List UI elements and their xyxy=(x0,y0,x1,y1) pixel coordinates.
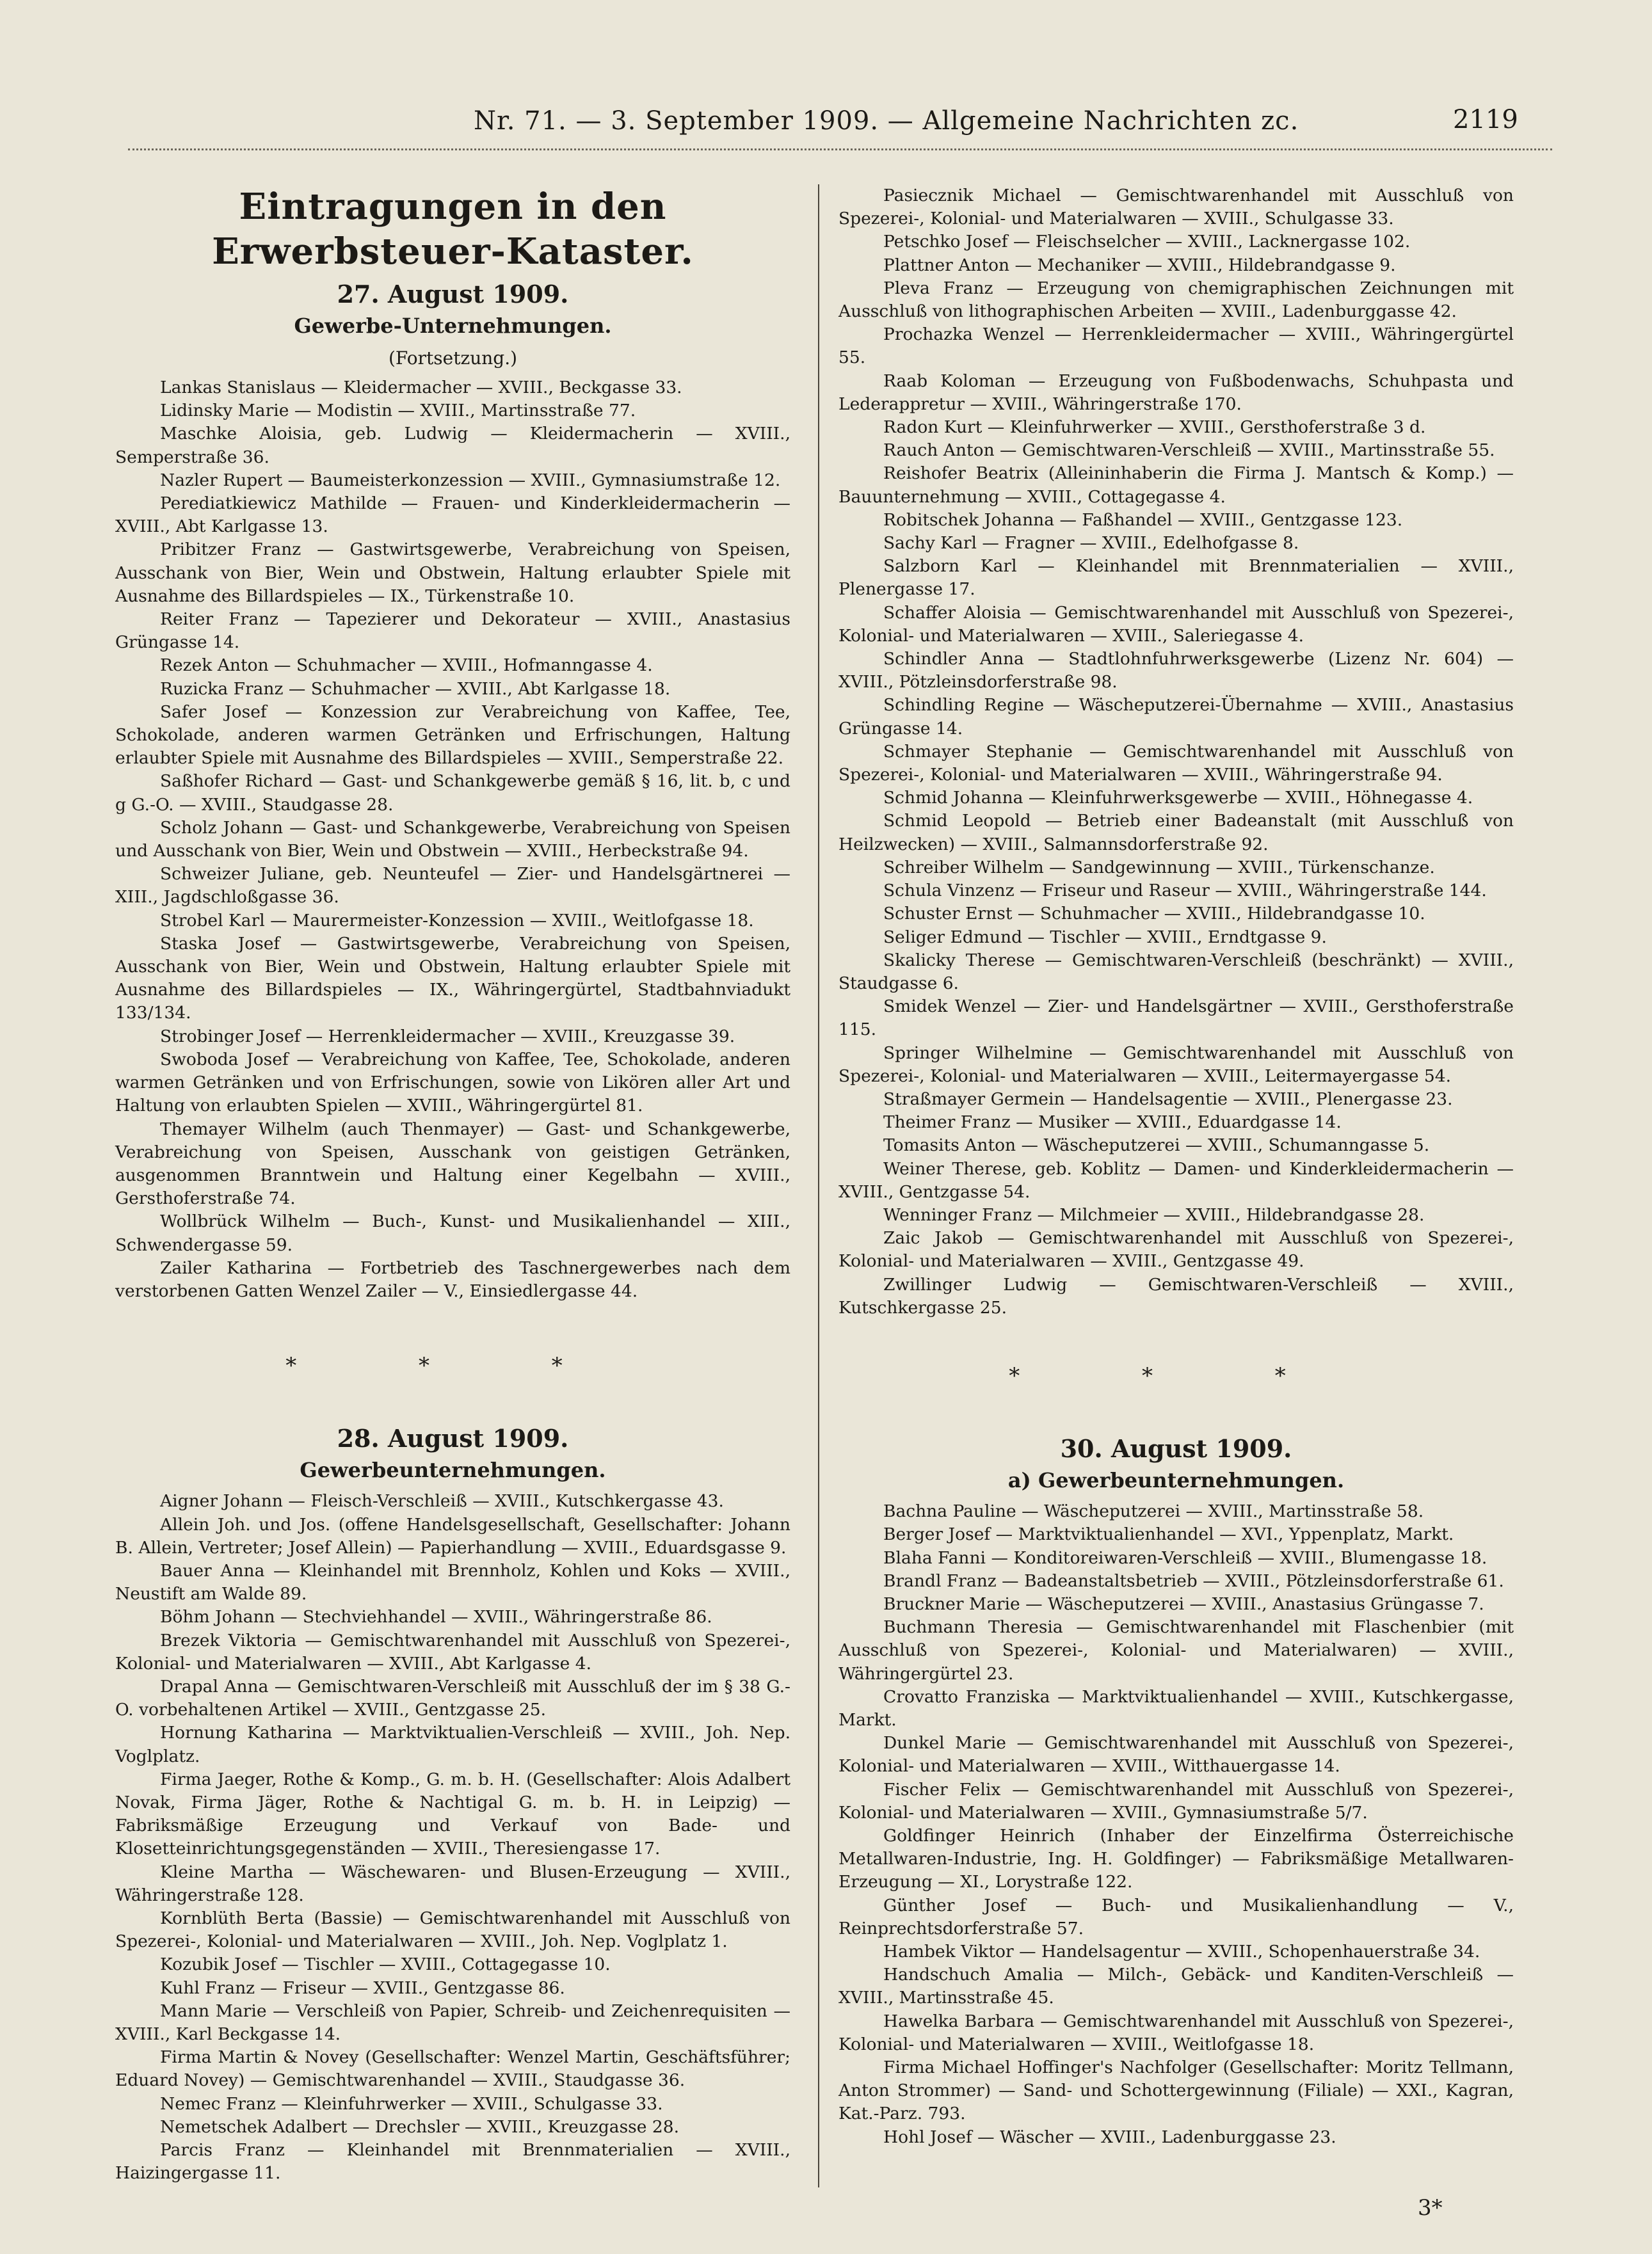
column-divider xyxy=(818,184,819,2187)
register-entry: Fischer Felix — Gemischtwarenhandel mit Ausschluß von Spezerei-, Kolonial- und Materialwaren — XVIII., Gymnasiumstraße 5/7. xyxy=(838,1779,1514,1823)
register-entry: Nemec Franz — Kleinfuhrwerker — XVIII., Schulgasse 33. xyxy=(160,2093,663,2114)
register-entry: Schula Vinzenz — Friseur und Raseur — XVIII., Währingerstraße 144. xyxy=(883,881,1487,901)
register-entry: Hohl Josef — Wäscher — XVIII., Ladenburggasse 23. xyxy=(883,2127,1336,2147)
register-entry: Staska Josef — Gastwirtsgewerbe, Verabreichung von Speisen, Ausschank von Bier, Wein und Obstwein, Haltung erlaubter Spiele mit Ausnahme des Billardspieles — IX., Währingergürtel, Stadtbahnviadukt 133/134. xyxy=(115,933,790,1023)
register-entry: Bauer Anna — Kleinhandel mit Brennholz, Kohlen und Koks — XVIII., Neustift am Walde 89. xyxy=(115,1560,790,1604)
register-entry: Schmid Leopold — Betrieb einer Badeanstalt (mit Ausschluß von Heilzwecken) — XVIII., Salmannsdorferstraße 92. xyxy=(838,811,1514,854)
register-entry: Firma Michael Hoffinger's Nachfolger (Gesellschafter: Moritz Tellmann, Anton Strommer) — Sand- und Schottergewinnung (Filiale) — XXI., Kagran, Kat.-Parz. 793. xyxy=(838,2058,1514,2124)
register-entry: Pasiecznik Michael — Gemischtwarenhandel mit Ausschluß von Spezerei-, Kolonial- und Materialwaren — XVIII., Schulgasse 33. xyxy=(838,186,1514,229)
right-column xyxy=(838,184,1514,2149)
register-entry: Plattner Anton — Mechaniker — XVIII., Hildebrandgasse 9. xyxy=(883,255,1396,275)
register-entry: Hawelka Barbara — Gemischtwarenhandel mit Ausschluß von Spezerei-, Kolonial- und Materialwaren — XVIII., Weitlofgasse 18. xyxy=(838,2011,1514,2054)
date-heading-30-august: 30. August 1909. xyxy=(1060,1434,1292,1464)
date-heading-28-august: 28. August 1909. xyxy=(337,1424,569,1453)
register-entry: Strobinger Josef — Herrenkleidermacher — XVIII., Kreuzgasse 39. xyxy=(160,1026,735,1046)
register-entry: Perediatkiewicz Mathilde — Frauen- und Kinderkleidermacherin — XVIII., Abt Karlgasse 13. xyxy=(115,493,790,537)
running-title: Nr. 71. — 3. September 1909. — Allgemeine Nachrichten zc. xyxy=(474,106,1299,136)
register-entry: Prochazka Wenzel — Herrenkleidermacher — XVIII., Währingergürtel 55. xyxy=(838,324,1514,368)
section-heading-gewerbe: Gewerbe-Unternehmungen. xyxy=(294,314,612,338)
register-entry: Drapal Anna — Gemischtwaren-Verschleiß mit Ausschluß der im § 38 G.-O. vorbehaltenen Artikel — XVIII., Gentzgasse 25. xyxy=(115,1676,790,1720)
main-title: Eintragungen in den Erwerbsteuer-Kataster. xyxy=(212,186,694,273)
register-entry: Ruzicka Franz — Schuhmacher — XVIII., Abt Karlgasse 18. xyxy=(160,678,671,699)
entry-list-30-august xyxy=(838,1500,1514,2149)
register-entry: Schreiber Wilhelm — Sandgewinnung — XVIII., Türkenschanze. xyxy=(883,857,1435,877)
register-entry: Kleine Martha — Wäschewaren- und Blusen-Erzeugung — XVIII., Währingerstraße 128. xyxy=(115,1862,790,1905)
register-entry: Wollbrück Wilhelm — Buch-, Kunst- und Musikalienhandel — XIII., Schwendergasse 59. xyxy=(115,1211,790,1255)
register-entry: Allein Joh. und Jos. (offene Handelsgesellschaft, Gesellschafter: Johann B. Allein, Vertreter; Josef Allein) — Papierhandlung — XVIII., Eduardsgasse 9. xyxy=(115,1514,790,1558)
left-column xyxy=(115,184,790,2185)
entry-list-28-august xyxy=(115,1490,790,2185)
register-entry: Swoboda Josef — Verabreichung von Kaffee, Tee, Schokolade, anderen warmen Getränken und von Erfrischungen, sowie von Likören aller Art und Haltung von erlaubten Spielen — XVIII., Währingergürtel 81. xyxy=(115,1049,790,1116)
register-entry: Robitschek Johanna — Faßhandel — XVIII., Gentzgasse 123. xyxy=(883,509,1403,530)
register-entry: Mann Marie — Verschleiß von Papier, Schreib- und Zeichenrequisiten — XVIII., Karl Beckgasse 14. xyxy=(115,2001,790,2044)
register-entry: Reishofer Beatrix (Alleininhaberin die Firma J. Mantsch & Komp.) — Bauunternehmung — XVIII., Cottagegasse 4. xyxy=(838,463,1514,507)
page-number: 2119 xyxy=(1453,105,1518,134)
register-entry: Aigner Johann — Fleisch-Verschleiß — XVIII., Kutschkergasse 43. xyxy=(160,1491,724,1512)
register-entry: Lidinsky Marie — Modistin — XVIII., Martinsstraße 77. xyxy=(160,401,636,421)
register-entry: Zwillinger Ludwig — Gemischtwaren-Verschleiß — XVIII., Kutschkergasse 25. xyxy=(838,1274,1514,1318)
section-separator-right: * * * xyxy=(1009,1363,1343,1389)
register-entry: Springer Wilhelmine — Gemischtwarenhandel mit Ausschluß von Spezerei-, Kolonial- und Materialwaren — XVIII., Leitermayergasse 54. xyxy=(838,1043,1514,1086)
register-entry: Rezek Anton — Schuhmacher — XVIII., Hofmanngasse 4. xyxy=(160,655,653,676)
register-entry: Salzborn Karl — Kleinhandel mit Brennmaterialien — XVIII., Plenergasse 17. xyxy=(838,556,1514,600)
date-heading-27-august: 27. August 1909. xyxy=(337,280,569,308)
register-entry: Böhm Johann — Stechviehhandel — XVIII., Währingerstraße 86. xyxy=(160,1607,712,1627)
entry-list-27-august-continued xyxy=(838,184,1514,1320)
register-entry: Wenninger Franz — Milchmeier — XVIII., Hildebrandgasse 28. xyxy=(883,1204,1425,1225)
register-entry: Raab Koloman — Erzeugung von Fußbodenwachs, Schuhpasta und Lederappretur — XVIII., Währingerstraße 170. xyxy=(838,371,1514,414)
header-rule xyxy=(128,148,1552,150)
register-entry: Sachy Karl — Fragner — XVIII., Edelhofgasse 8. xyxy=(883,533,1299,554)
register-entry: Maschke Aloisia, geb. Ludwig — Kleidermacherin — XVIII., Semperstraße 36. xyxy=(115,424,790,467)
section-heading-30-august: a) Gewerbeunternehmungen. xyxy=(1007,1468,1345,1493)
register-entry: Schweizer Juliane, geb. Neunteufel — Zier- und Handelsgärtnerei — XIII., Jagdschloßgasse 36. xyxy=(115,864,790,907)
register-entry: Strobel Karl — Maurermeister-Konzession — XVIII., Weitlofgasse 18. xyxy=(160,910,754,931)
register-entry: Zailer Katharina — Fortbetrieb des Taschnergewerbes nach dem verstorbenen Gatten Wenzel Zailer — V., Einsiedlergasse 44. xyxy=(115,1258,790,1301)
register-entry: Hornung Katharina — Marktviktualien-Verschleiß — XVIII., Joh. Nep. Voglplatz. xyxy=(115,1723,790,1766)
register-entry: Schindler Anna — Stadtlohnfuhrwerksgewerbe (Lizenz Nr. 604) — XVIII., Pötzleinsdorferstraße 98. xyxy=(838,649,1514,692)
register-entry: Skalicky Therese — Gemischtwaren-Verschleiß (beschränkt) — XVIII., Staudgasse 6. xyxy=(838,950,1514,993)
section-separator: * * * xyxy=(285,1353,620,1379)
register-entry: Seliger Edmund — Tischler — XVIII., Erndtgasse 9. xyxy=(883,927,1327,947)
register-entry: Reiter Franz — Tapezierer und Dekorateur — XVIII., Anastasius Grüngasse 14. xyxy=(115,609,790,653)
register-entry: Brandl Franz — Badeanstaltsbetrieb — XVIII., Pötzleinsdorferstraße 61. xyxy=(883,1571,1504,1591)
register-entry: Brezek Viktoria — Gemischtwarenhandel mit Ausschluß von Spezerei-, Kolonial- und Materialwaren — XVIII., Abt Karlgasse 4. xyxy=(115,1630,790,1674)
register-entry: Tomasits Anton — Wäscheputzerei — XVIII., Schumanngasse 5. xyxy=(883,1135,1430,1156)
register-entry: Buchmann Theresia — Gemischtwarenhandel mit Flaschenbier (mit Ausschluß von Spezerei-, Kolonial- und Materialwaren) — XVIII., Währingergürtel 23. xyxy=(838,1617,1514,1684)
section-heading-gewerbe-28: Gewerbeunternehmungen. xyxy=(300,1458,606,1483)
register-entry: Schmayer Stephanie — Gemischtwarenhandel mit Ausschluß von Spezerei-, Kolonial- und Materialwaren — XVIII., Währingerstraße 94. xyxy=(838,741,1514,785)
continued-note: (Fortsetzung.) xyxy=(388,348,518,369)
register-entry: Theimer Franz — Musiker — XVIII., Eduardgasse 14. xyxy=(883,1112,1342,1133)
register-entry: Blaha Fanni — Konditoreiwaren-Verschleiß — XVIII., Blumengasse 18. xyxy=(883,1547,1488,1568)
register-entry: Scholz Johann — Gast- und Schankgewerbe, Verabreichung von Speisen und Ausschank von Bier, Wein und Obstwein — XVIII., Herbeckstraße 94. xyxy=(115,817,790,861)
register-entry: Nazler Rupert — Baumeisterkonzession — XVIII., Gymnasiumstraße 12. xyxy=(160,470,781,490)
register-entry: Safer Josef — Konzession zur Verabreichung von Kaffee, Tee, Schokolade, anderen warmen Getränken und Erfrischungen, Haltung erlaubter Spiele mit Ausnahme des Billardspieles — XVIII., Semperstraße 22. xyxy=(115,701,790,769)
register-entry: Firma Martin & Novey (Gesellschafter: Wenzel Martin, Geschäftsführer; Eduard Novey) — Gemischtwarenhandel — XVIII., Staudgasse 36. xyxy=(115,2047,790,2091)
register-entry: Crovatto Franziska — Marktviktualienhandel — XVIII., Kutschkergasse, Markt. xyxy=(838,1686,1514,1730)
register-entry: Petschko Josef — Fleischselcher — XVIII., Lacknergasse 102. xyxy=(883,232,1411,252)
register-entry: Radon Kurt — Kleinfuhrwerker — XVIII., Gersthoferstraße 3 d. xyxy=(883,417,1426,438)
register-entry: Schindling Regine — Wäscheputzerei-Übernahme — XVIII., Anastasius Grüngasse 14. xyxy=(838,695,1514,739)
register-entry: Goldfinger Heinrich (Inhaber der Einzelfirma Österreichische Metallwaren-Industrie, Ing. H. Goldfinger) — Fabriksmäßige Metallwaren-Erzeugung — XI., Lorystraße 122. xyxy=(838,1826,1514,1892)
register-entry: Smidek Wenzel — Zier- und Handelsgärtner — XVIII., Gersthoferstraße 115. xyxy=(838,996,1514,1040)
register-entry: Nemetschek Adalbert — Drechsler — XVIII., Kreuzgasse 28. xyxy=(160,2116,680,2137)
register-entry: Handschuch Amalia — Milch-, Gebäck- und Kanditen-Verschleiß — XVIII., Martinsstraße 45. xyxy=(838,1965,1514,2008)
register-entry: Kornblüth Berta (Bassie) — Gemischtwarenhandel mit Ausschluß von Spezerei-, Kolonial- und Materialwaren — XVIII., Joh. Nep. Voglplatz 1. xyxy=(115,1908,790,1952)
register-entry: Kozubik Josef — Tischler — XVIII., Cottagegasse 10. xyxy=(160,1954,611,1975)
register-entry: Bachna Pauline — Wäscheputzerei — XVIII., Martinsstraße 58. xyxy=(883,1501,1424,1522)
register-entry: Firma Jaeger, Rothe & Komp., G. m. b. H. (Gesellschafter: Alois Adalbert Novak, Firma Jäger, Rothe & Nachtigal G. m. b. H. in Leipzig) — Fabriksmäßige Erzeugung und Verkauf von Bade- und Klosetteinrichtungsgegenständen — XVIII., Theresiengasse 17. xyxy=(115,1769,790,1859)
register-entry: Parcis Franz — Kleinhandel mit Brennmaterialien — XVIII., Haizingergasse 11. xyxy=(115,2140,790,2184)
register-entry: Schaffer Aloisia — Gemischtwarenhandel mit Ausschluß von Spezerei-, Kolonial- und Materialwaren — XVIII., Saleriegasse 4. xyxy=(838,602,1514,646)
register-entry: Straßmayer Germein — Handelsagentie — XVIII., Plenergasse 23. xyxy=(883,1089,1453,1109)
register-entry: Themayer Wilhelm (auch Thenmayer) — Gast- und Schankgewerbe, Verabreichung von Speisen, Ausschank von geistigen Getränken, ausgenommen Branntwein und Haltung einer Kegelbahn — XVIII., Gersthoferstraße 74. xyxy=(115,1119,790,1209)
register-entry: Pleva Franz — Erzeugung von chemigraphischen Zeichnungen mit Ausschluß von lithographischen Arbeiten — XVIII., Ladenburggasse 42. xyxy=(838,278,1514,322)
page-header xyxy=(0,96,1652,147)
register-entry: Pribitzer Franz — Gastwirtsgewerbe, Verabreichung von Speisen, Ausschank von Bier, Wein und Obstwein, Haltung erlaubter Spiele mit Ausnahme des Billardspieles — IX., Türkenstraße 10. xyxy=(115,540,790,606)
register-entry: Lankas Stanislaus — Kleidermacher — XVIII., Beckgasse 33. xyxy=(160,378,682,397)
register-entry: Dunkel Marie — Gemischtwarenhandel mit Ausschluß von Spezerei-, Kolonial- und Materialwaren — XVIII., Witthauergasse 14. xyxy=(838,1733,1514,1777)
register-entry: Günther Josef — Buch- und Musikalienhandlung — V., Reinprechtsdorferstraße 57. xyxy=(838,1895,1514,1938)
entry-list-27-august xyxy=(115,376,790,1303)
register-entry: Hambek Viktor — Handelsagentur — XVIII., Schopenhauerstraße 34. xyxy=(883,1942,1480,1962)
register-entry: Saßhofer Richard — Gast- und Schankgewerbe gemäß § 16, lit. b, c und g G.-O. — XVIII., Staudgasse 28. xyxy=(115,771,790,815)
register-entry: Schmid Johanna — Kleinfuhrwerksgewerbe — XVIII., Höhnegasse 4. xyxy=(883,788,1473,808)
signature-mark: 3* xyxy=(1418,2195,1443,2221)
register-entry: Bruckner Marie — Wäscheputzerei — XVIII., Anastasius Grüngasse 7. xyxy=(883,1594,1484,1614)
register-entry: Kuhl Franz — Friseur — XVIII., Gentzgasse 86. xyxy=(160,1978,565,1998)
register-entry: Weiner Therese, geb. Koblitz — Damen- und Kinderkleidermacherin — XVIII., Gentzgasse 54. xyxy=(838,1158,1514,1202)
register-entry: Zaic Jakob — Gemischtwarenhandel mit Ausschluß von Spezerei-, Kolonial- und Materialwaren — XVIII., Gentzgasse 49. xyxy=(838,1228,1514,1272)
register-entry: Rauch Anton — Gemischtwaren-Verschleiß — XVIII., Martinsstraße 55. xyxy=(883,440,1495,461)
register-entry: Schuster Ernst — Schuhmacher — XVIII., Hildebrandgasse 10. xyxy=(883,904,1425,924)
register-entry: Berger Josef — Marktviktualienhandel — XVI., Yppenplatz, Markt. xyxy=(883,1524,1454,1545)
